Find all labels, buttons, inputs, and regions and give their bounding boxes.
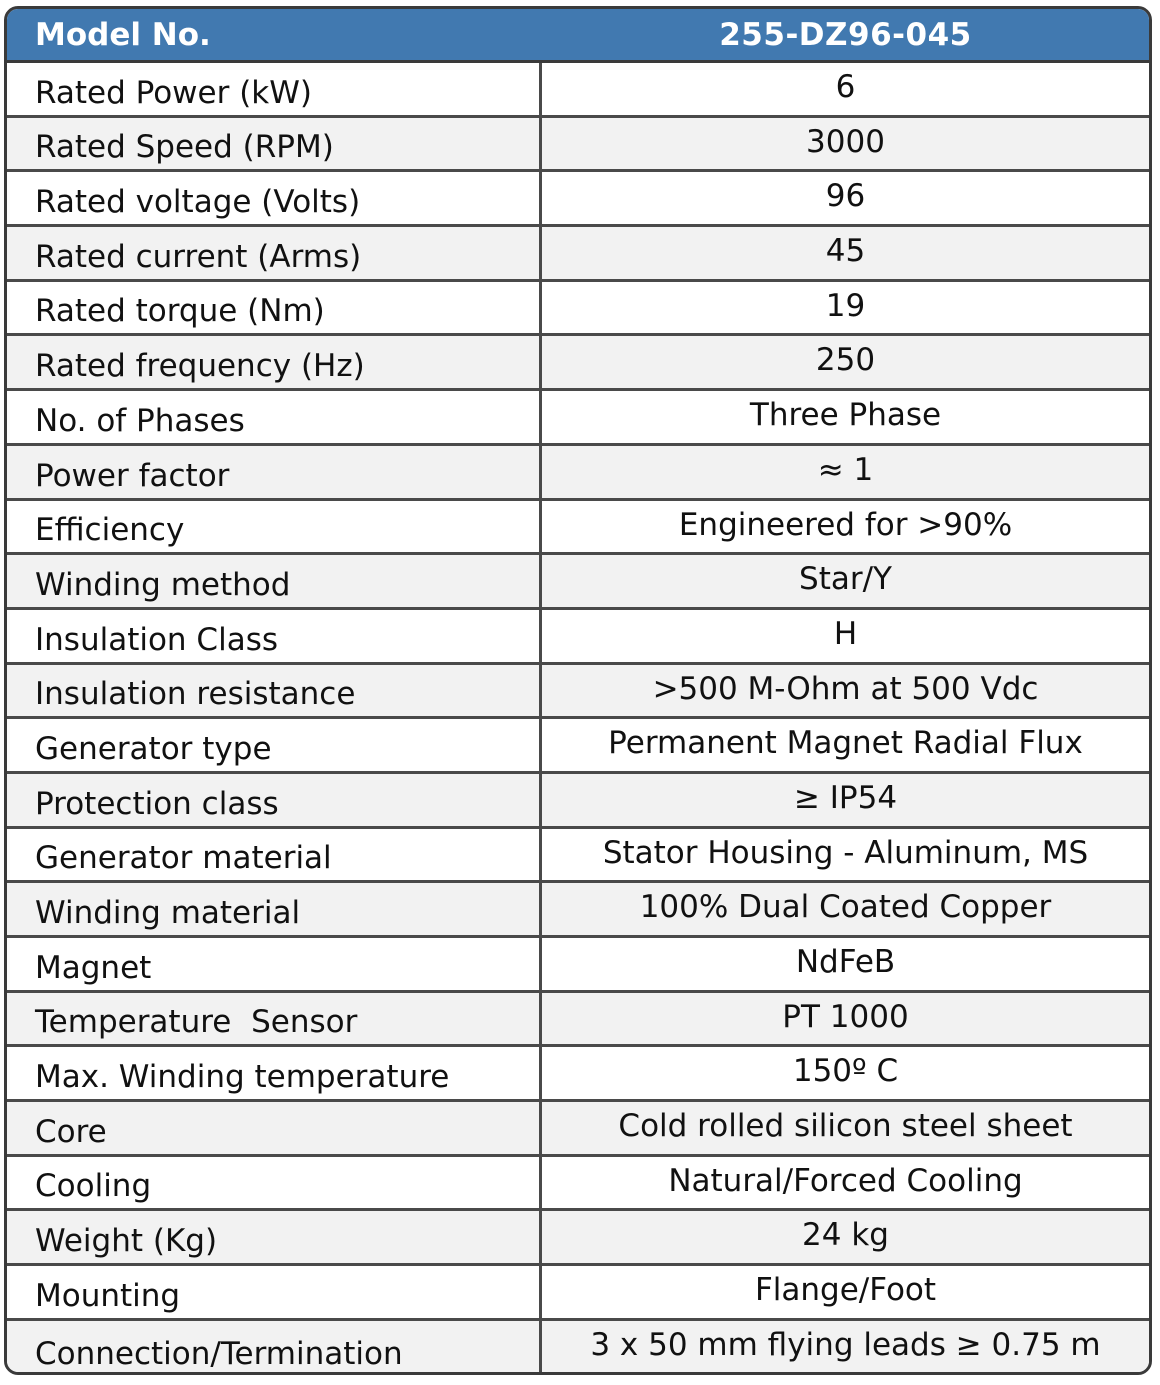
spec-value: 19 — [825, 287, 866, 324]
spec-label: Insulation Class — [7, 610, 542, 662]
spec-label: Winding method — [7, 555, 542, 607]
table-row — [7, 391, 1149, 446]
table-row — [7, 774, 1149, 829]
table-row — [7, 227, 1149, 282]
table-row — [7, 555, 1149, 610]
table-row — [7, 1047, 1149, 1102]
spec-label: Protection class — [7, 774, 542, 826]
table-row — [7, 446, 1149, 501]
header-model-number: 255-DZ96-045 — [719, 16, 972, 53]
table-row — [7, 1321, 1149, 1375]
spec-value: 3 x 50 mm flying leads ≥ 0.75 m — [590, 1326, 1101, 1363]
spec-table — [4, 6, 1152, 1375]
spec-label: Max. Winding temperature — [7, 1047, 542, 1099]
spec-value: H — [833, 615, 858, 652]
table-row — [7, 1157, 1149, 1212]
spec-label: Winding material — [7, 883, 542, 935]
spec-value: >500 M-Ohm at 500 Vdc — [652, 670, 1039, 707]
spec-value: Flange/Foot — [754, 1272, 937, 1309]
spec-value: Engineered for >90% — [678, 506, 1013, 543]
spec-label: Power factor — [7, 446, 542, 498]
table-row — [7, 993, 1149, 1048]
spec-label: Insulation resistance — [7, 665, 542, 717]
table-row — [7, 63, 1149, 118]
table-body — [7, 63, 1149, 1375]
spec-value: Cold rolled silicon steel sheet — [618, 1108, 1073, 1145]
spec-label: Generator material — [7, 829, 542, 881]
spec-label: Mounting — [7, 1266, 542, 1318]
spec-label: Connection/Termination — [7, 1321, 542, 1375]
table-row — [7, 336, 1149, 391]
table-row — [7, 1102, 1149, 1157]
spec-value: 3000 — [806, 123, 885, 160]
spec-value: 96 — [825, 178, 866, 215]
spec-value: 150º C — [792, 1053, 899, 1090]
spec-label: Magnet — [7, 938, 542, 990]
spec-label: No. of Phases — [7, 391, 542, 443]
spec-label: Rated frequency (Hz) — [7, 336, 542, 388]
header-label: Model No. — [35, 16, 211, 53]
spec-value: Natural/Forced Cooling — [668, 1162, 1023, 1199]
spec-label: Rated Speed (RPM) — [7, 118, 542, 170]
spec-value: Permanent Magnet Radial Flux — [608, 725, 1083, 762]
table-row — [7, 282, 1149, 337]
spec-label: Cooling — [7, 1157, 542, 1209]
spec-label: Rated torque (Nm) — [7, 282, 542, 334]
table-header — [7, 9, 1149, 63]
spec-value: ≥ IP54 — [793, 779, 898, 816]
spec-label: Weight (Kg) — [7, 1211, 542, 1263]
spec-value: PT 1000 — [782, 998, 909, 1035]
table-row — [7, 719, 1149, 774]
spec-label: Rated voltage (Volts) — [7, 172, 542, 224]
table-row — [7, 829, 1149, 884]
spec-value: Stator Housing - Aluminum, MS — [602, 834, 1089, 871]
spec-label: Core — [7, 1102, 542, 1154]
spec-label: Temperature Sensor — [7, 993, 542, 1045]
spec-label: Rated current (Arms) — [7, 227, 542, 279]
table-row — [7, 883, 1149, 938]
table-row — [7, 118, 1149, 173]
spec-value: 250 — [815, 342, 876, 379]
spec-value: 24 kg — [802, 1217, 889, 1254]
spec-value: Three Phase — [749, 397, 942, 434]
table-row — [7, 610, 1149, 665]
spec-value: 6 — [835, 69, 856, 105]
spec-value: Star/Y — [799, 561, 892, 598]
table-row — [7, 501, 1149, 556]
spec-label: Rated Power (kW) — [7, 63, 542, 115]
table-row — [7, 1211, 1149, 1266]
spec-label: Generator type — [7, 719, 542, 771]
spec-label: Efficiency — [7, 501, 542, 553]
table-row — [7, 172, 1149, 227]
spec-value: 45 — [825, 233, 866, 270]
table-row — [7, 665, 1149, 720]
spec-value: 100% Dual Coated Copper — [639, 889, 1052, 926]
spec-value: NdFeB — [795, 944, 896, 980]
table-row — [7, 938, 1149, 993]
table-row — [7, 1266, 1149, 1321]
spec-value: ≈ 1 — [817, 451, 874, 488]
